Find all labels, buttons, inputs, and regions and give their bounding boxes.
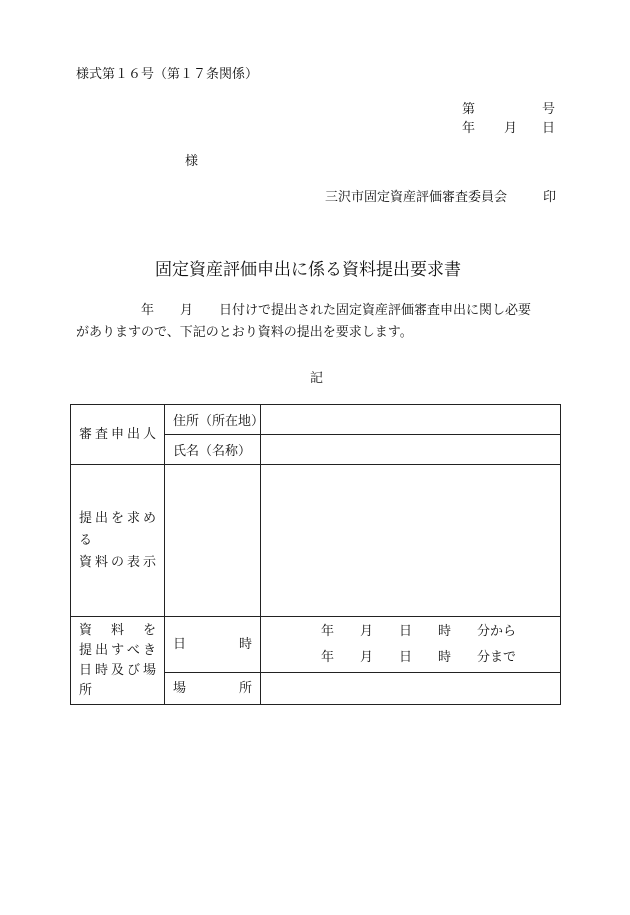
datetime-value[interactable]	[261, 617, 561, 673]
datetime-place-label	[71, 617, 165, 705]
body-line-1: 年 月 日付けで提出された固定資産評価審査申出に関し必要	[76, 303, 532, 318]
materials-value-left[interactable]	[165, 465, 261, 617]
body-line-2: がありますので、下記のとおり資料の提出を要求します。	[76, 325, 413, 340]
datetime-from: 年 月 日 時 分から	[321, 623, 517, 639]
issuer-seal: 印	[543, 190, 557, 205]
form-number: 様式第１６号（第１７条関係）	[76, 67, 259, 82]
materials-label	[71, 465, 165, 617]
materials-value-right[interactable]	[261, 465, 561, 617]
issuer-name: 三沢市固定資産評価審査委員会	[325, 190, 508, 205]
name-label: 氏名（名称）	[165, 435, 261, 465]
address-value[interactable]	[261, 405, 561, 435]
document-number-suffix: 号	[542, 102, 556, 117]
datetime-to: 年 月 日 時 分まで	[321, 649, 517, 665]
addressee-suffix: 様	[185, 154, 199, 169]
datetime-place-label-line-1: 資料を	[79, 622, 156, 638]
datetime-place-label-line-2: 提出すべき	[79, 642, 156, 658]
name-value[interactable]	[261, 435, 561, 465]
materials-label-line-1: 提出を求める	[79, 510, 156, 548]
request-table	[70, 404, 561, 705]
body-paragraph	[76, 300, 562, 344]
document-number-prefix: 第	[462, 102, 476, 117]
address-label: 住所（所在地）	[165, 405, 261, 435]
materials-label-line-2: 資料の表示	[79, 554, 156, 570]
datetime-place-label-line-3: 日時及び場所	[79, 662, 156, 698]
applicant-label: 審査申出人	[71, 405, 165, 465]
datetime-label: 日時	[165, 617, 261, 673]
date-day: 日	[542, 121, 556, 136]
date-year: 年	[462, 121, 476, 136]
place-value[interactable]	[261, 673, 561, 705]
place-label: 場所	[165, 673, 261, 705]
page-title: 固定資産評価申出に係る資料提出要求書	[155, 260, 461, 280]
date-month: 月	[504, 121, 518, 136]
ki-heading: 記	[310, 371, 324, 386]
